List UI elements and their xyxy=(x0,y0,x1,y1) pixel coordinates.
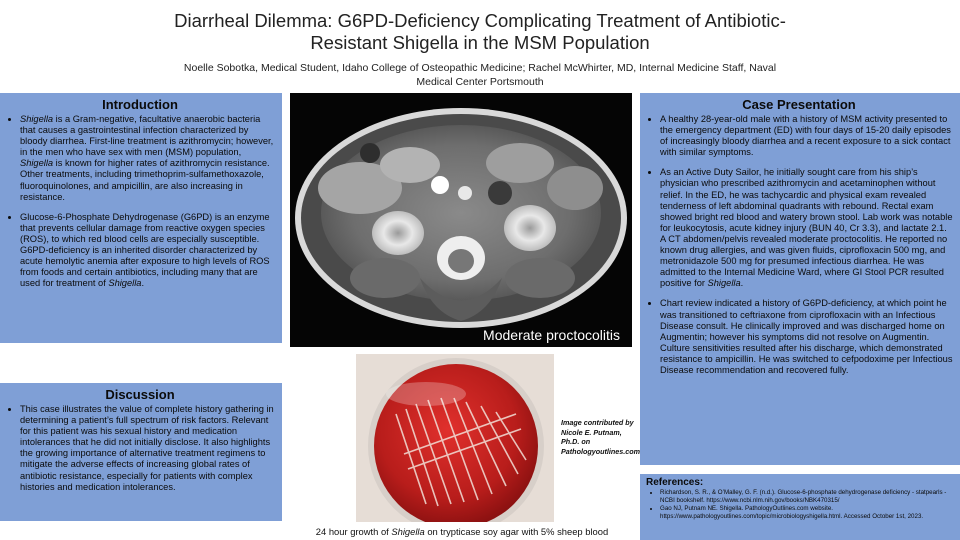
ct-scan-drawing xyxy=(290,93,632,347)
image-credit: Image contributed by Nicole E. Putnam, Ph.D. on Pathologyoutlines.com xyxy=(561,418,641,456)
introduction-panel xyxy=(0,93,282,343)
petri-dish-drawing xyxy=(356,354,554,522)
petri-caption: 24 hour growth of Shigella on trypticase soy agar with 5% sheep blood xyxy=(315,526,609,537)
introduction-heading: Introduction xyxy=(102,97,178,112)
case-paragraph-1: • A healthy 28-year-old male with a history of MSM activity presented to the emergency department (ED) with four days of 15-20 daily episodes of increasingly bloody diarrhea and a recent exposure to a sick contact with similar symptoms. xyxy=(660,114,954,158)
references-list xyxy=(646,489,954,520)
introduction-paragraph-2: • Glucose-6-Phosphate Dehydrogenase (G6PD) is an enzyme that prevents cellular damage from reactive oxygen species (ROS), to which red blood cells are especially susceptible. G6PD-deficiency is an inherited disorder characterized by acute hemolytic anemia after exposure to high levels of ROS from foods and certain antibiotics, including many that are used for treatment of Shigella. xyxy=(20,212,276,290)
petri-dish-image xyxy=(356,354,554,522)
reference-item: • Gao NJ, Putnam NE. Shigella. PathologyOutlines.com website. https://www.pathologyoutlines.com/topic/microbiologyshigella.html. Accessed October 1st, 2023. xyxy=(660,505,954,520)
case-presentation-panel xyxy=(640,93,960,465)
case-paragraph-3: • Chart review indicated a history of G6PD-deficiency, at which point he was transitioned to ceftriaxone from ciprofloxacin with an Infectious Disease consult. He clinically improved and was discharged home on Augmentin; however his symptoms did not resolve on Augmentin. Culture sensitivities resulted after his discharge, which demonstrated resistance to ampicillin. He was switched to cefpodoxime per Infectious Disease recommendation and recovered fully. xyxy=(660,298,954,376)
references-panel xyxy=(640,474,960,540)
authors-line-1: Noelle Sobotka, Medical Student, Idaho College of Osteopathic Medicine; Rachel McWhirter, MD, Internal Medicine Staff, Naval xyxy=(183,62,777,74)
references-heading: References: xyxy=(646,477,704,488)
introduction-list xyxy=(4,114,276,289)
poster-title-line-2: Resistant Shigella in the MSM Population xyxy=(310,32,650,53)
ct-caption: Moderate proctocolitis xyxy=(483,327,620,343)
discussion-panel xyxy=(0,383,282,521)
case-presentation-heading: Case Presentation xyxy=(742,97,856,112)
ct-scan-image xyxy=(290,93,632,347)
poster-title xyxy=(100,10,860,54)
reference-item: • Richardson, S. R., & O’Malley, G. F. (n.d.). Glucose-6-phosphate dehydrogenase deficiency - statpearls - NCBI bookshelf. https://www.ncbi.nlm.nih.gov/books/NBK470315/ xyxy=(660,489,954,504)
poster-authors xyxy=(140,61,820,89)
introduction-paragraph-1: • Shigella is a Gram-negative, facultative anaerobic bacteria that causes a gastrointestinal infection characterized by bloody diarrhea. First-line treatment is azithromycin; however, in the men who have sex with men (MSM) population, Shigella is known for higher rates of azithromycin resistance. Other treatments, including trimethoprim-sulfamethoxazole, fluoroquinolones, and ampicillin, are also increasing in resistance. xyxy=(20,114,276,203)
discussion-heading: Discussion xyxy=(105,387,175,402)
poster-title-line-1: Diarrheal Dilemma: G6PD-Deficiency Complicating Treatment of Antibiotic- xyxy=(174,10,786,31)
case-presentation-list xyxy=(644,114,954,376)
discussion-list xyxy=(4,404,276,493)
case-paragraph-2: • As an Active Duty Sailor, he initially sought care from his ship’s physician who prescribed azithromycin and acetaminophen without relief. In the ED, he was tachycardic and physical exam revealed tenderness of left abdominal quadrants with rebound. Rectal exam showed bright red blood and watery brown stool. Lab work was notable for leukocytosis, acute kidney injury (BUN 40, Cr 3.3), and lactate 2.1. A CT abdomen/pelvis revealed moderate proctocolitis. He reported no known drug allergies, and was given fluids, ciprofloxacin 500 mg, and metronidazole 500 mg for presumed infectious diarrhea. He was admitted to the Internal Medicine Ward, where GI Stool PCR resulted positive for Shigella. xyxy=(660,167,954,289)
discussion-paragraph-1: • This case illustrates the value of complete history gathering in determining a patient’s full spectrum of risk factors. Relevant for this patient was his sexual history and medication intolerances that he did not initially disclose. It also highlights the growing importance of alternative treatment regimens to mitigate the adverse effects of increasing global rates of antibiotic resistance, especially for patients with complex histories and medication intolerances. xyxy=(20,404,276,493)
authors-line-2: Medical Center Portsmouth xyxy=(416,76,544,88)
